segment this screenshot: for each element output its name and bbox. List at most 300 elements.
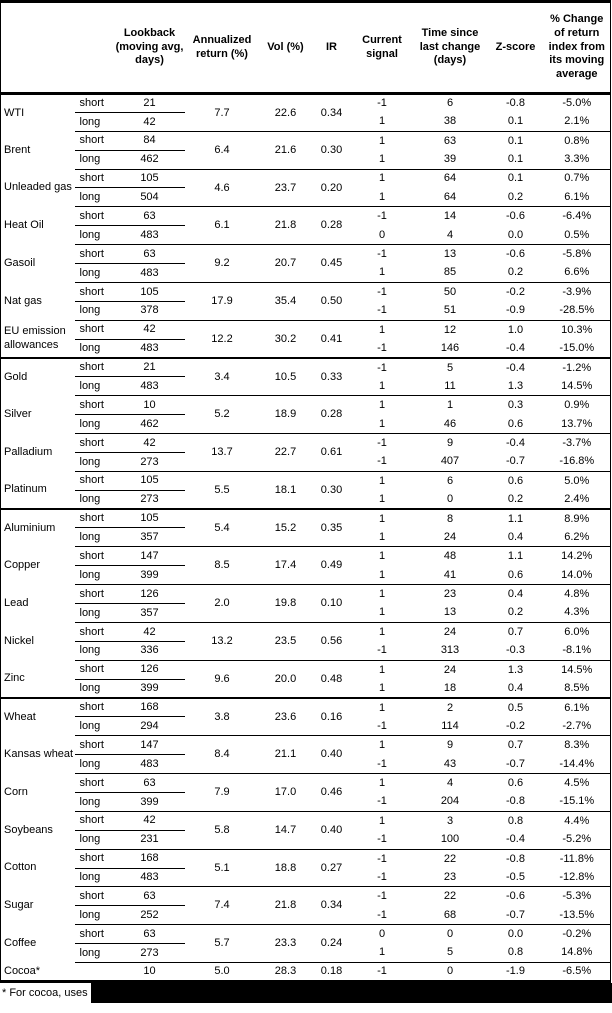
- period-label: long: [79, 568, 101, 581]
- pct-change-value: 14.8%: [561, 946, 593, 959]
- period-label: short: [75, 585, 115, 604]
- commodity-name: WTI: [4, 106, 25, 119]
- time-since-value: 68: [443, 908, 457, 921]
- table-row: [1, 660, 611, 679]
- vol-value: 35.4: [260, 282, 312, 320]
- vol-value: 14.7: [260, 811, 312, 849]
- ir-value: 0.61: [312, 434, 352, 472]
- time-since-value: 24: [413, 622, 488, 641]
- vol-value: 21.1: [260, 736, 312, 774]
- table-row: [1, 887, 611, 906]
- time-since-value: 1: [413, 396, 488, 415]
- col-header-pct-change: % Change of return index from its moving average: [544, 2, 611, 94]
- commodity-name: Brent: [4, 143, 31, 156]
- time-since-value: 114: [441, 719, 459, 732]
- vol-value: 20.0: [260, 660, 312, 698]
- vol-value: 21.8: [260, 207, 312, 245]
- pct-change-value: 0.7%: [544, 169, 611, 188]
- pct-change-value: 6.0%: [544, 622, 611, 641]
- vol-value: 21.8: [260, 887, 312, 925]
- time-since-value: 13: [413, 245, 488, 264]
- col-header-ir: IR: [312, 2, 352, 94]
- signal-value: 1: [378, 115, 386, 128]
- lookback-value: 357: [140, 531, 159, 544]
- z-score-value: 0.2: [507, 606, 524, 619]
- pct-change-value: -5.8%: [544, 245, 611, 264]
- pct-change-value: -15.1%: [559, 795, 595, 808]
- lookback-value: 504: [140, 191, 159, 204]
- signal-value: -1: [352, 849, 413, 868]
- ir-value: 0.30: [312, 131, 352, 169]
- annualized-return-value: 5.0: [185, 962, 260, 981]
- annualized-return-value: 4.6: [185, 169, 260, 207]
- period-label: short: [75, 887, 115, 906]
- lookback-value: 483: [140, 871, 159, 884]
- col-header-commodity: [1, 2, 115, 94]
- ir-value: 0.34: [312, 887, 352, 925]
- signal-value: 1: [352, 471, 413, 490]
- footnote: [0, 983, 612, 1003]
- ir-value: 0.34: [312, 94, 352, 132]
- commodity-name: Copper: [4, 559, 41, 572]
- time-since-value: 4: [413, 774, 488, 793]
- annualized-return-value: 5.7: [185, 925, 260, 963]
- period-label: short: [75, 471, 115, 490]
- pct-change-value: 2.1%: [564, 115, 590, 128]
- commodity-name: Nat gas: [4, 294, 42, 307]
- ir-value: 0.50: [312, 282, 352, 320]
- ir-value: 0.46: [312, 774, 352, 812]
- time-since-value: 146: [440, 341, 460, 354]
- pct-change-value: 13.7%: [561, 417, 593, 430]
- period-label: long: [79, 266, 101, 279]
- z-score-value: -0.6: [488, 887, 544, 906]
- signal-value: -1: [377, 795, 387, 808]
- lookback-value: 63: [115, 207, 185, 226]
- time-since-value: 6: [413, 94, 488, 113]
- col-header-z-score: Z-score: [488, 2, 544, 94]
- vol-value: 18.1: [260, 471, 312, 509]
- commodity-name: Silver: [4, 408, 32, 421]
- table-row: [1, 509, 611, 528]
- z-score-value: -0.8: [488, 94, 544, 113]
- pct-change-value: 0.8%: [544, 131, 611, 150]
- signal-value: 1: [352, 396, 413, 415]
- pct-change-value: -28.5%: [559, 304, 595, 317]
- commodity-name: Gasoil: [4, 256, 36, 269]
- pct-change-value: -16.8%: [559, 455, 595, 468]
- z-score-value: 1.3: [507, 379, 524, 392]
- signal-value: -1: [377, 870, 387, 883]
- table-body: [1, 94, 611, 982]
- lookback-value: 105: [115, 509, 185, 528]
- ir-value: 0.18: [312, 962, 352, 981]
- z-score-value: -0.8: [506, 795, 525, 808]
- lookback-value: 147: [115, 736, 185, 755]
- table-row: [1, 282, 611, 301]
- pct-change-value: 2.4%: [564, 492, 590, 505]
- ir-value: 0.49: [312, 547, 352, 585]
- z-score-value: 0.6: [507, 568, 524, 581]
- z-score-value: -0.2: [506, 719, 525, 732]
- time-since-value: 8: [413, 509, 488, 528]
- signal-value: 1: [378, 606, 386, 619]
- period-label: short: [75, 925, 115, 944]
- ir-value: 0.35: [312, 509, 352, 547]
- z-score-value: -0.2: [488, 282, 544, 301]
- z-score-value: 0.8: [507, 946, 524, 959]
- signal-value: 0: [378, 228, 386, 241]
- pct-change-value: 6.2%: [564, 530, 590, 543]
- lookback-value: 63: [115, 925, 185, 944]
- time-since-value: 6: [413, 471, 488, 490]
- lookback-value: 336: [140, 644, 159, 657]
- period-label: short: [75, 811, 115, 830]
- table-row: [1, 698, 611, 717]
- period-label: short: [75, 547, 115, 566]
- z-score-value: 0.6: [507, 417, 524, 430]
- pct-change-value: -5.0%: [544, 94, 611, 113]
- period-label: [75, 962, 115, 981]
- z-score-value: 0.8: [488, 811, 544, 830]
- period-label: long: [79, 228, 101, 241]
- lookback-value: 462: [140, 417, 159, 430]
- commodity-name: Aluminium: [1, 509, 75, 547]
- lookback-value: 126: [115, 660, 185, 679]
- commodity-name: Gold: [1, 358, 75, 396]
- annualized-return-value: 6.1: [185, 207, 260, 245]
- commodity-name: Corn: [4, 785, 28, 798]
- signal-value: -1: [352, 887, 413, 906]
- pct-change-value: -13.5%: [559, 908, 595, 921]
- signal-value: -1: [352, 94, 413, 113]
- period-label: long: [79, 417, 101, 430]
- pct-change-value: 8.5%: [564, 681, 590, 694]
- z-score-value: 0.6: [488, 774, 544, 793]
- z-score-value: -0.6: [488, 207, 544, 226]
- time-since-value: 43: [443, 757, 457, 770]
- pct-change-value: -3.9%: [544, 282, 611, 301]
- vol-value: 22.7: [260, 434, 312, 472]
- pct-change-value: 3.3%: [564, 153, 590, 166]
- vol-value: 17.0: [260, 774, 312, 812]
- table-row: [1, 169, 611, 188]
- time-since-value: 38: [443, 115, 457, 128]
- period-label: long: [79, 833, 101, 846]
- signal-value: -1: [377, 719, 387, 732]
- lookback-value: 357: [140, 606, 159, 619]
- commodity-name: Wheat: [1, 698, 75, 736]
- time-since-value: 12: [413, 320, 488, 339]
- commodity-name: Zinc: [4, 672, 25, 685]
- z-score-value: 0.1: [488, 131, 544, 150]
- ir-value: 0.20: [312, 169, 352, 207]
- vol-value: 30.2: [260, 320, 312, 358]
- ir-value: 0.27: [312, 849, 352, 887]
- z-score-value: 0.2: [507, 190, 524, 203]
- footnote-text: * For cocoa, uses: [2, 986, 88, 999]
- pct-change-value: 5.0%: [544, 471, 611, 490]
- signal-value: 1: [352, 509, 413, 528]
- time-since-value: 0: [413, 925, 488, 944]
- commodity-name: Kansas wheat: [4, 748, 74, 761]
- col-header-current-signal: Current signal: [352, 2, 413, 94]
- annualized-return-value: 9.2: [185, 245, 260, 283]
- time-since-value: 11: [444, 379, 456, 392]
- period-label: short: [75, 169, 115, 188]
- z-score-value: -0.7: [506, 757, 525, 770]
- pct-change-value: 0.9%: [544, 396, 611, 415]
- z-score-value: -0.7: [506, 908, 525, 921]
- time-since-value: 9: [413, 736, 488, 755]
- time-since-value: 22: [413, 887, 488, 906]
- table-row: [1, 962, 611, 981]
- annualized-return-value: 5.1: [185, 849, 260, 887]
- lookback-value: 63: [115, 887, 185, 906]
- table-row: [1, 547, 611, 566]
- annualized-return-value: 6.4: [185, 131, 260, 169]
- time-since-value: 18: [443, 681, 457, 694]
- pct-change-value: -2.7%: [562, 719, 592, 732]
- z-score-value: -0.6: [488, 245, 544, 264]
- lookback-value: 84: [115, 131, 185, 150]
- period-label: long: [79, 681, 101, 694]
- period-label: long: [79, 908, 101, 921]
- lookback-value: 231: [140, 833, 159, 846]
- table-row: [1, 925, 611, 944]
- vol-value: 23.6: [260, 698, 312, 736]
- pct-change-value: 14.0%: [561, 568, 593, 581]
- table-row: [1, 358, 611, 377]
- ir-value: 0.28: [312, 207, 352, 245]
- lookback-value: 483: [140, 757, 159, 770]
- pct-change-value: -8.1%: [562, 644, 592, 657]
- time-since-value: 313: [440, 644, 460, 657]
- commodity-name: Lead: [4, 596, 29, 609]
- signal-value: 1: [352, 736, 413, 755]
- z-score-value: 1.1: [488, 547, 544, 566]
- time-since-value: 0: [446, 492, 454, 505]
- z-score-value: 0.1: [507, 153, 524, 166]
- z-score-value: 0.0: [507, 228, 524, 241]
- signal-value: -1: [377, 757, 387, 770]
- lookback-value: 168: [115, 698, 185, 717]
- period-label: short: [75, 396, 115, 415]
- annualized-return-value: 5.2: [185, 396, 260, 434]
- commodity-name: Cotton: [4, 861, 37, 874]
- lookback-value: 273: [140, 455, 159, 468]
- annualized-return-value: 3.4: [185, 358, 260, 396]
- pct-change-value: 8.9%: [544, 509, 611, 528]
- pct-change-value: -12.8%: [559, 870, 595, 883]
- z-score-value: 1.0: [488, 320, 544, 339]
- time-since-value: 64: [413, 169, 488, 188]
- commodity-name: Sugar: [4, 899, 34, 912]
- signal-value: 1: [378, 530, 386, 543]
- annualized-return-value: 12.2: [185, 320, 260, 358]
- lookback-value: 483: [140, 228, 159, 241]
- lookback-value: 42: [143, 115, 156, 128]
- lookback-value: 399: [140, 681, 159, 694]
- table-row: [1, 849, 611, 868]
- period-label: long: [79, 606, 101, 619]
- pct-change-value: -5.2%: [562, 833, 592, 846]
- pct-change-value: -0.2%: [544, 925, 611, 944]
- table-row: [1, 585, 611, 604]
- pct-change-value: 0.5%: [564, 228, 590, 241]
- signal-value: 1: [352, 622, 413, 641]
- period-label: short: [75, 698, 115, 717]
- time-since-value: 39: [443, 153, 457, 166]
- table-row: [1, 131, 611, 150]
- z-score-value: 0.2: [507, 266, 524, 279]
- z-score-value: 0.3: [488, 396, 544, 415]
- table-row: [1, 434, 611, 453]
- z-score-value: 1.3: [488, 660, 544, 679]
- period-label: short: [75, 207, 115, 226]
- vol-value: 18.9: [260, 396, 312, 434]
- time-since-value: 23: [443, 870, 457, 883]
- signal-value: 1: [378, 946, 386, 959]
- period-label: long: [79, 341, 101, 354]
- z-score-value: 0.4: [507, 681, 524, 694]
- signal-value: 1: [352, 585, 413, 604]
- lookback-value: 483: [140, 379, 159, 392]
- vol-value: 21.6: [260, 131, 312, 169]
- ir-value: 0.24: [312, 925, 352, 963]
- signal-value: 1: [352, 811, 413, 830]
- z-score-value: 0.1: [507, 115, 524, 128]
- signal-value: -1: [377, 341, 387, 354]
- annualized-return-value: 7.4: [185, 887, 260, 925]
- lookback-value: 10: [115, 396, 185, 415]
- period-label: long: [79, 115, 101, 128]
- lookback-value: 63: [115, 245, 185, 264]
- time-since-value: 9: [413, 434, 488, 453]
- period-label: short: [75, 622, 115, 641]
- vol-value: 23.7: [260, 169, 312, 207]
- vol-value: 28.3: [260, 962, 312, 981]
- pct-change-value: -3.7%: [544, 434, 611, 453]
- z-score-value: -0.7: [506, 455, 525, 468]
- lookback-value: 483: [140, 266, 159, 279]
- lookback-value: 105: [115, 169, 185, 188]
- lookback-value: 105: [115, 471, 185, 490]
- ir-value: 0.10: [312, 585, 352, 623]
- ir-value: 0.48: [312, 660, 352, 698]
- ir-value: 0.45: [312, 245, 352, 283]
- annualized-return-value: 3.8: [185, 698, 260, 736]
- period-label: short: [75, 660, 115, 679]
- pct-change-value: 6.1%: [544, 698, 611, 717]
- time-since-value: 14: [413, 207, 488, 226]
- lookback-value: 105: [115, 282, 185, 301]
- table-row: [1, 245, 611, 264]
- table-row: [1, 811, 611, 830]
- vol-value: 17.4: [260, 547, 312, 585]
- lookback-value: 42: [115, 622, 185, 641]
- commodity-name: EU emission allowances: [4, 325, 66, 351]
- header-row: [1, 2, 611, 94]
- commodity-name: Unleaded gas: [4, 181, 72, 194]
- annualized-return-value: 5.8: [185, 811, 260, 849]
- time-since-value: 64: [443, 190, 457, 203]
- signal-value: 1: [378, 417, 386, 430]
- pct-change-value: -14.4%: [559, 757, 595, 770]
- time-since-value: 24: [443, 530, 457, 543]
- commodity-name: Palladium: [4, 445, 53, 458]
- table-row: [1, 471, 611, 490]
- signal-value: 1: [378, 492, 386, 505]
- annualized-return-value: 5.4: [185, 509, 260, 547]
- signal-value: 1: [352, 547, 413, 566]
- annualized-return-value: 13.2: [185, 622, 260, 660]
- period-label: short: [75, 282, 115, 301]
- period-label: long: [79, 720, 101, 733]
- z-score-value: -0.5: [506, 870, 525, 883]
- lookback-value: 42: [115, 434, 185, 453]
- period-label: short: [75, 774, 115, 793]
- signal-value: 0: [352, 925, 413, 944]
- annualized-return-value: 17.9: [185, 282, 260, 320]
- z-score-value: -0.4: [488, 434, 544, 453]
- period-label: short: [75, 131, 115, 150]
- z-score-value: 0.6: [488, 471, 544, 490]
- z-score-value: 0.4: [507, 530, 524, 543]
- signal-value: 1: [352, 660, 413, 679]
- ir-value: 0.30: [312, 471, 352, 509]
- lookback-value: 126: [115, 585, 185, 604]
- z-score-value: 0.7: [488, 736, 544, 755]
- annualized-return-value: 8.5: [185, 547, 260, 585]
- period-label: long: [79, 871, 101, 884]
- vol-value: 15.2: [260, 509, 312, 547]
- signal-value: -1: [377, 833, 387, 846]
- vol-value: 10.5: [260, 358, 312, 396]
- period-label: short: [75, 736, 115, 755]
- z-score-value: 0.5: [488, 698, 544, 717]
- pct-change-value: 4.3%: [564, 606, 590, 619]
- annualized-return-value: 7.7: [185, 94, 260, 132]
- time-since-value: 51: [443, 304, 457, 317]
- ir-value: 0.33: [312, 358, 352, 396]
- time-since-value: 46: [443, 417, 457, 430]
- lookback-value: 63: [115, 774, 185, 793]
- signal-value: -1: [377, 455, 387, 468]
- annualized-return-value: 13.7: [185, 434, 260, 472]
- z-score-value: -0.4: [506, 341, 525, 354]
- period-label: long: [79, 493, 101, 506]
- z-score-value: -0.8: [488, 849, 544, 868]
- period-label: long: [79, 795, 101, 808]
- signal-value: -1: [352, 358, 413, 377]
- period-label: long: [79, 531, 101, 544]
- lookback-value: 294: [140, 720, 159, 733]
- vol-value: 19.8: [260, 585, 312, 623]
- z-score-value: 1.1: [488, 509, 544, 528]
- period-label: short: [75, 434, 115, 453]
- commodity-name: Nickel: [4, 634, 34, 647]
- ir-value: 0.16: [312, 698, 352, 736]
- pct-change-value: -15.0%: [559, 341, 595, 354]
- lookback-value: 252: [140, 908, 159, 921]
- lookback-value: 399: [140, 568, 159, 581]
- signal-value: 1: [378, 266, 386, 279]
- table-row: [1, 94, 611, 113]
- pct-change-value: 8.3%: [544, 736, 611, 755]
- z-score-value: 0.2: [507, 492, 524, 505]
- col-header-annualized-return: Annualized return (%): [185, 2, 260, 94]
